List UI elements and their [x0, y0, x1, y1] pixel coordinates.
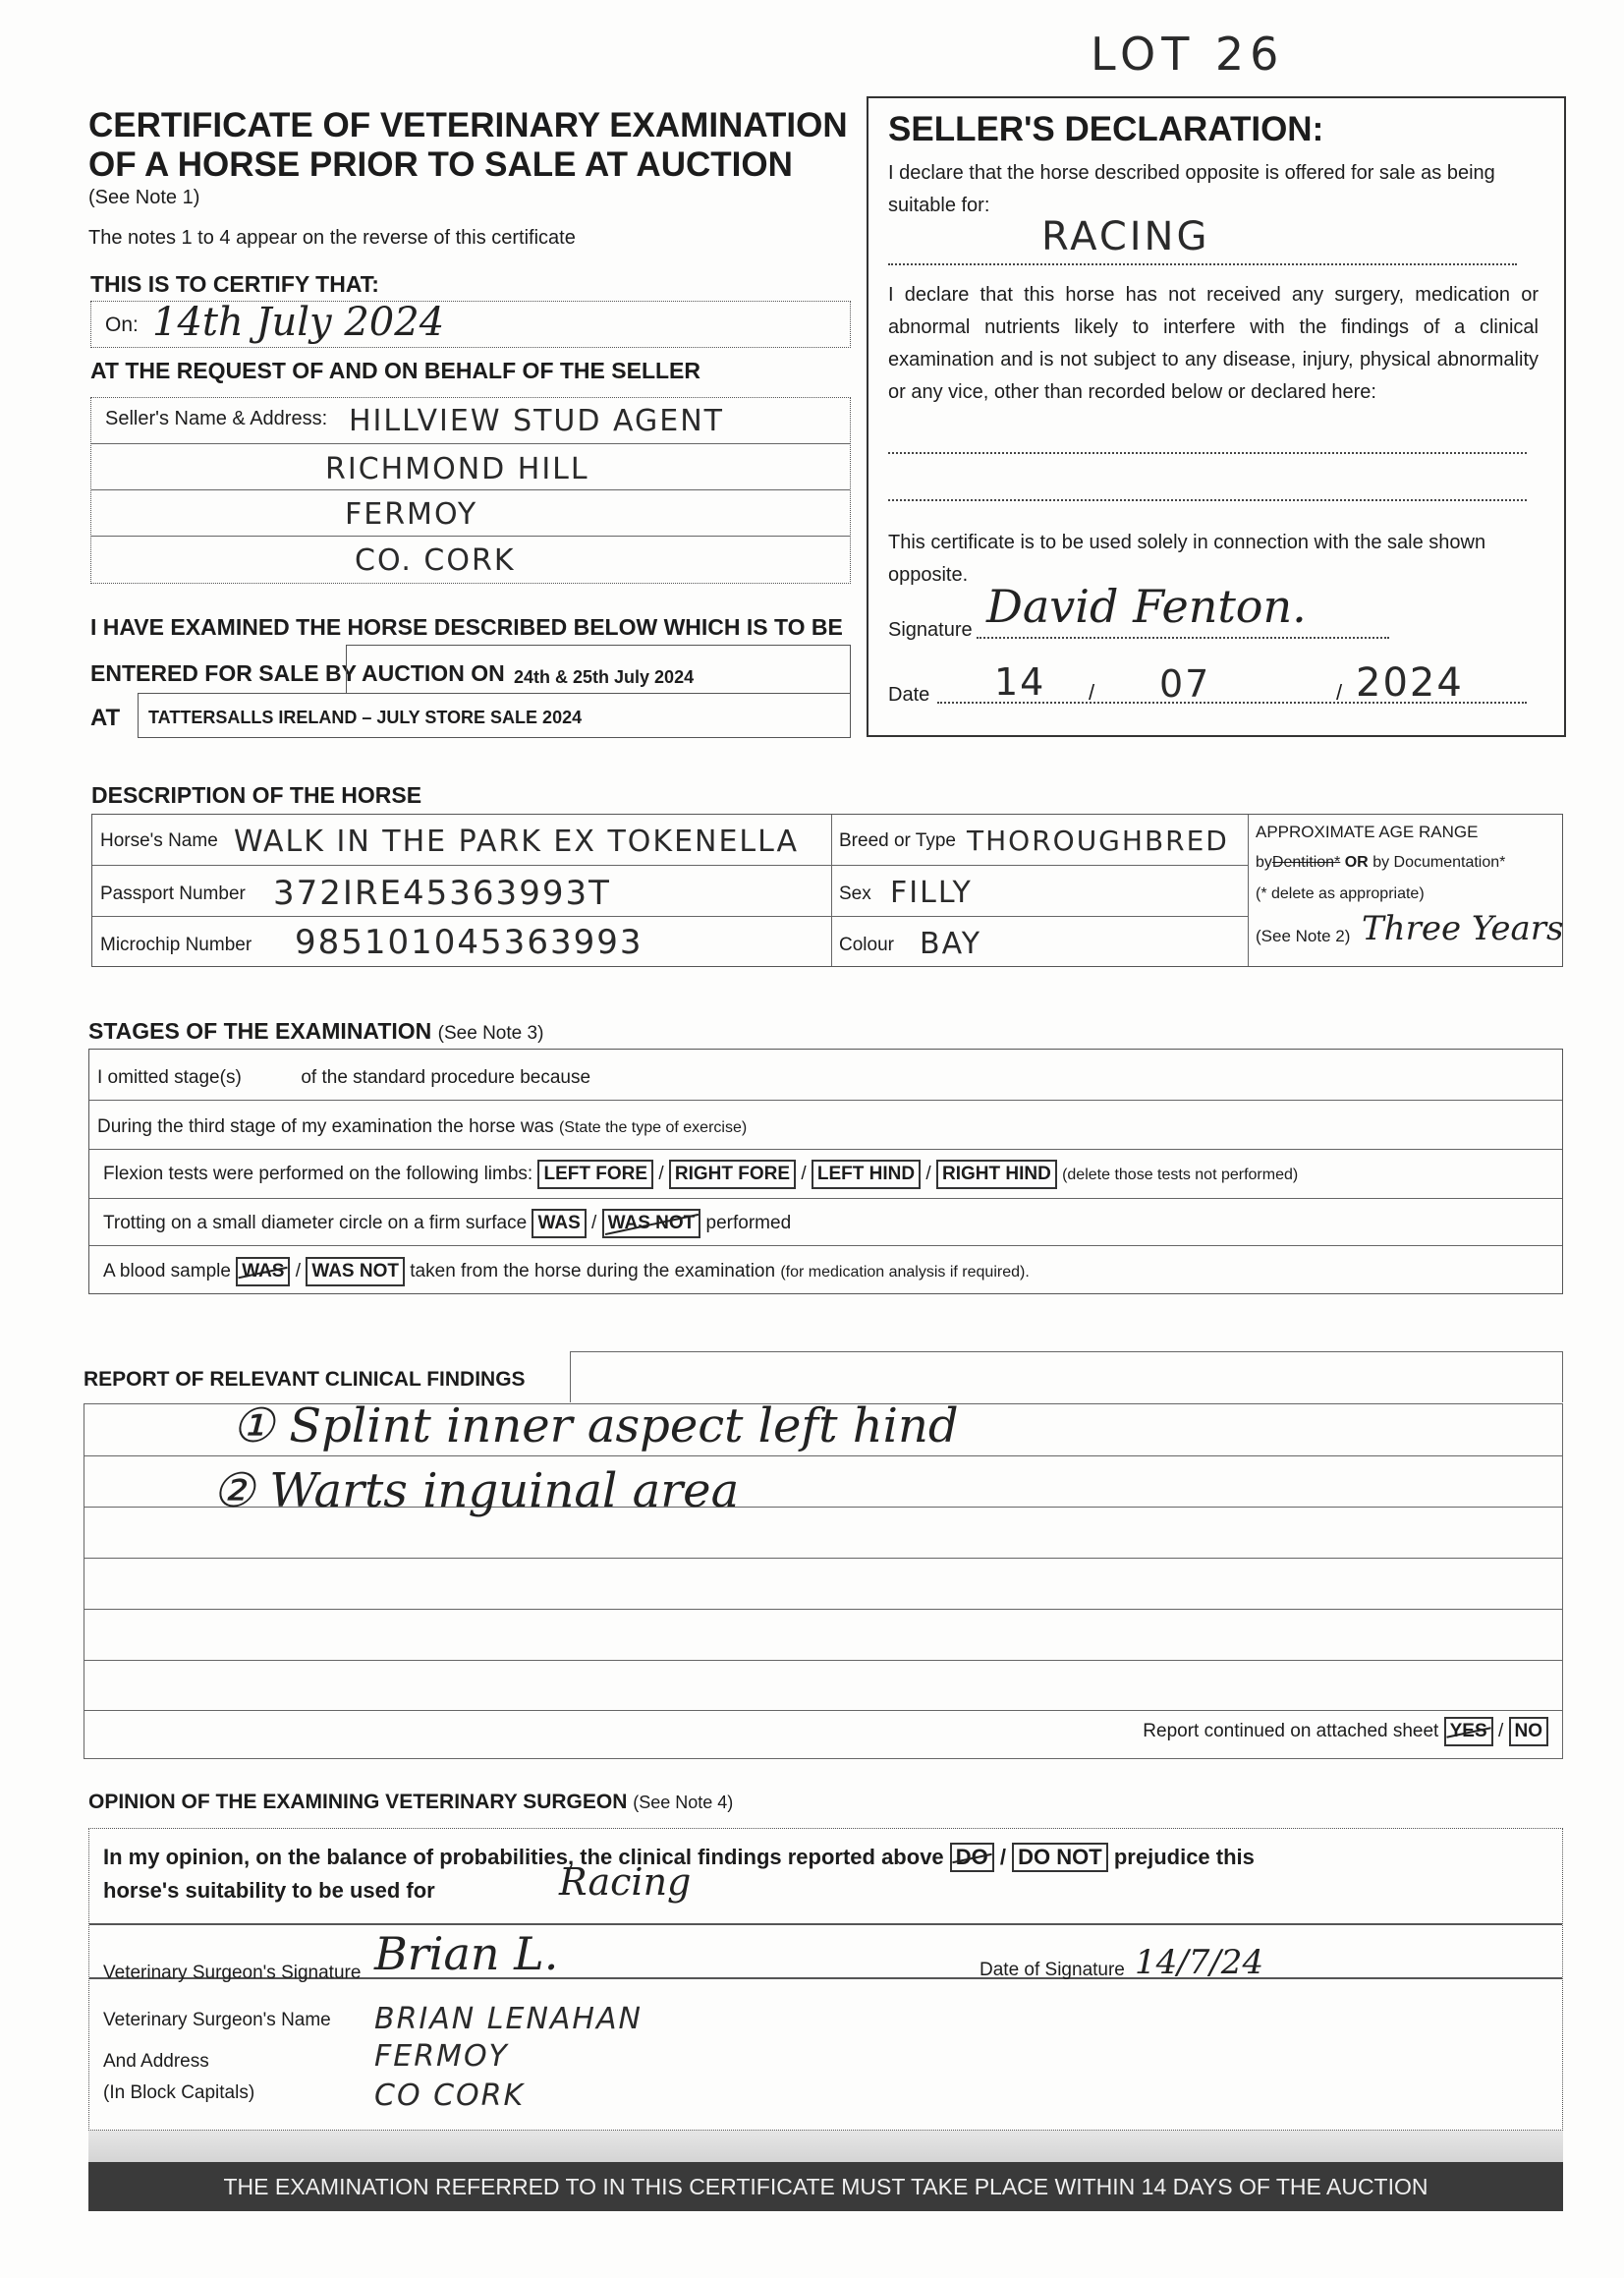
age-value[interactable]: Three Years: [1362, 909, 1564, 948]
declaration-blank-line[interactable]: [888, 452, 1527, 454]
opinion-heading: [88, 1791, 733, 1814]
horse-name-label: Horse's Name: [100, 830, 218, 851]
passport-label: Passport Number: [100, 883, 246, 904]
breed-value[interactable]: THOROUGHBRED: [967, 825, 1229, 857]
declaration-para-3: This certificate is to be used solely in connection with the sale shown opposite.: [888, 532, 1486, 586]
examined-line-2: ENTERED FOR SALE BY AUCTION ON: [90, 660, 505, 686]
date-year: 2024: [1356, 660, 1464, 706]
opinion-do-not-option[interactable]: DO NOT: [1012, 1843, 1108, 1872]
on-label: On:: [105, 313, 139, 336]
opinion-heading-text: OPINION OF THE EXAMINING VETERINARY SURGEON: [88, 1791, 628, 1813]
trotting-row: Trotting on a small diameter circle on a firm surface WAS / WAS NOT performed: [103, 1209, 791, 1238]
stages-see-note: (See Note 3): [437, 1023, 544, 1044]
blood-text: A blood sample: [103, 1261, 231, 1281]
date-label: Date: [888, 684, 930, 706]
seller-line: HILLVIEW STUD AGENT: [349, 404, 724, 438]
omitted-stage-row[interactable]: [97, 1067, 590, 1089]
see-note-1: (See Note 1): [88, 187, 200, 208]
limb-right-fore[interactable]: RIGHT FORE: [669, 1160, 796, 1189]
colour-value[interactable]: BAY: [920, 927, 982, 961]
vet-name-label: Veterinary Surgeon's Name: [103, 2010, 331, 2030]
findings-box[interactable]: [84, 1398, 1563, 1759]
certify-heading: THIS IS TO CERTIFY THAT:: [90, 271, 379, 297]
at-label: AT: [90, 705, 121, 731]
age-or: OR: [1344, 854, 1369, 871]
age-see-note: (See Note 2): [1256, 927, 1351, 945]
opinion-text-a: In my opinion, on the balance of probabilities, the clinical findings reported above: [103, 1845, 944, 1869]
passport-value[interactable]: 372IRE45363993T: [273, 874, 611, 913]
flexion-row: Flexion tests were performed on the following limbs: LEFT FORE / RIGHT FORE / LEFT HIND / RIGHT HIND (delete those tests not performed): [103, 1160, 1298, 1189]
limb-left-hind[interactable]: LEFT HIND: [812, 1160, 921, 1189]
title-line-1: CERTIFICATE OF VETERINARY EXAMINATION: [88, 106, 848, 144]
stages-table: [88, 1049, 1563, 1294]
date-of-signature-label: Date of Signature: [980, 1960, 1125, 1980]
declaration-blank-line[interactable]: [888, 499, 1527, 501]
blood-after-text: taken from the horse during the examination: [410, 1261, 776, 1281]
grey-band: [88, 2131, 1563, 2162]
findings-heading: REPORT OF RELEVANT CLINICAL FINDINGS: [84, 1368, 526, 1391]
findings-header-cell: [570, 1351, 1563, 1402]
declaration-para-2: I declare that this horse has not received any surgery, medication or abnormal nutrients likely to interfere with the findings of a clinical examination and is not subject to any disease, injury, physical abnormality or any vice, other than recorded below or declared here:: [888, 284, 1539, 403]
vet-signature[interactable]: Brian L.: [374, 1927, 559, 1980]
seller-address-box[interactable]: [90, 397, 851, 584]
title-line-2: OF A HORSE PRIOR TO SALE AT AUCTION: [88, 145, 793, 184]
finding-line: ② Warts inguinal area: [212, 1463, 740, 1518]
continued-yes-option-struck[interactable]: YES: [1444, 1717, 1493, 1746]
omitted-text-b: of the standard procedure because: [301, 1067, 591, 1088]
seller-line: CO. CORK: [355, 543, 516, 578]
auction-date-field[interactable]: [346, 645, 851, 694]
age-method[interactable]: [1256, 854, 1505, 872]
date-day: 14: [994, 660, 1046, 704]
vet-address-line[interactable]: CO CORK: [374, 2079, 526, 2113]
report-continued-text: Report continued on attached sheet: [1143, 1721, 1439, 1741]
vet-name-value[interactable]: BRIAN LENAHAN: [374, 2002, 643, 2036]
sex-label: Sex: [839, 883, 871, 904]
declaration-para-1: I declare that the horse described opposite is offered for sale as being suitable for:: [888, 162, 1495, 216]
opinion-see-note: (See Note 4): [633, 1793, 734, 1812]
third-stage-text: During the third stage of my examination the horse was: [97, 1116, 554, 1137]
blood-row: A blood sample WAS / WAS NOT taken from the horse during the examination (for medication analysis if required).: [103, 1257, 1030, 1286]
stages-heading-text: STAGES OF THE EXAMINATION: [88, 1018, 432, 1044]
opinion-box: [88, 1828, 1563, 2131]
seller-line: RICHMOND HILL: [325, 452, 589, 486]
microchip-value[interactable]: 985101045363993: [295, 923, 644, 962]
blood-was-option-struck[interactable]: WAS: [236, 1257, 290, 1286]
description-heading: DESCRIPTION OF THE HORSE: [91, 782, 422, 808]
omitted-text-a: I omitted stage(s): [97, 1067, 242, 1088]
trotting-was-option[interactable]: WAS: [532, 1209, 586, 1238]
suitable-for-value: RACING: [1041, 214, 1210, 259]
seller-label: Seller's Name & Address:: [105, 408, 328, 429]
age-by: by: [1256, 854, 1272, 871]
flexion-text: Flexion tests were performed on the following limbs:: [103, 1164, 533, 1184]
description-table: [91, 814, 1563, 967]
seller-declaration-title: SELLER'S DECLARATION:: [888, 110, 1324, 148]
opinion-used-for-value[interactable]: Racing: [559, 1860, 692, 1904]
continued-no-option[interactable]: NO: [1509, 1717, 1549, 1746]
opinion-text-c: horse's suitability to be used for: [103, 1878, 435, 1903]
microchip-label: Microchip Number: [100, 935, 252, 955]
age-delete-note: (* delete as appropriate): [1256, 885, 1425, 902]
age-heading: APPROXIMATE AGE RANGE: [1256, 823, 1479, 841]
seller-signature: David Fenton.: [986, 580, 1307, 633]
blood-was-not-option[interactable]: WAS NOT: [306, 1257, 405, 1286]
opinion-text-row: In my opinion, on the balance of probabilities, the clinical findings reported above DO / DO NOT prejudice this: [103, 1843, 1255, 1872]
seller-declaration-box: SELLER'S DECLARATION: I declare that the horse described opposite is offered for sale as being suitable for: RACING I declare that this horse has not received any surgery, medication or abnormal nutrients likely to interfere with the findings of a clinical examination and is not subject to any disease, injury, physical abnormality or any vice, other than recorded below or declared here: This certificate is to be used solely in connection with the sale shown opposite. Signature David Fenton. Date 14 / 07 / 2024: [867, 96, 1566, 737]
on-date-value: 14th July 2024: [152, 300, 445, 345]
block-capitals-label: (In Block Capitals): [103, 2082, 255, 2103]
colour-label: Colour: [839, 935, 894, 955]
date-month: 07: [1159, 662, 1211, 706]
lot-number-note: LOT 26: [1091, 28, 1285, 81]
vet-address-line[interactable]: FERMOY: [374, 2039, 509, 2074]
finding-line: ① Splint inner aspect left hind: [232, 1398, 959, 1453]
third-stage-row[interactable]: [97, 1116, 747, 1138]
age-dentition-struck: Dentition*: [1271, 854, 1341, 871]
address-label: And Address: [103, 2051, 209, 2072]
signature-label: Signature: [888, 619, 973, 641]
request-line: AT THE REQUEST OF AND ON BEHALF OF THE SELLER: [90, 358, 700, 383]
trotting-performed: performed: [705, 1213, 792, 1233]
sale-name-field[interactable]: [138, 693, 851, 738]
date-of-signature-value[interactable]: 14/7/24: [1135, 1943, 1264, 1982]
examined-line-1: I HAVE EXAMINED THE HORSE DESCRIBED BELOW WHICH IS TO BE: [90, 614, 843, 640]
certificate-title: [88, 106, 848, 185]
breed-label: Breed or Type: [839, 830, 957, 851]
trotting-text: Trotting on a small diameter circle on a firm surface: [103, 1213, 528, 1233]
seller-line: FERMOY: [345, 497, 478, 532]
horse-name-value[interactable]: WALK IN THE PARK EX TOKENELLA: [234, 825, 800, 859]
flexion-note: (delete those tests not performed): [1062, 1167, 1299, 1183]
on-date-field[interactable]: [90, 301, 851, 348]
limb-right-hind[interactable]: RIGHT HIND: [936, 1160, 1057, 1189]
notes-text: The notes 1 to 4 appear on the reverse of this certificate: [88, 227, 576, 249]
signature-line[interactable]: [977, 637, 1389, 639]
report-continued-row: Report continued on attached sheet YES / NO: [1143, 1717, 1548, 1746]
sale-name-value: TATTERSALLS IRELAND – JULY STORE SALE 2024: [148, 708, 583, 727]
opinion-do-option-struck[interactable]: DO: [950, 1843, 994, 1872]
auction-date-value: 24th & 25th July 2024: [514, 667, 695, 687]
age-documentation: by Documentation*: [1372, 854, 1506, 871]
blood-note: (for medication analysis if required).: [780, 1264, 1030, 1281]
limb-left-fore[interactable]: LEFT FORE: [537, 1160, 653, 1189]
sex-value[interactable]: FILLY: [890, 876, 973, 910]
opinion-text-b: prejudice this: [1113, 1845, 1255, 1869]
stages-heading: [88, 1018, 543, 1045]
trotting-was-not-option-struck[interactable]: WAS NOT: [602, 1209, 701, 1238]
vet-signature-label: Veterinary Surgeon's Signature: [103, 1963, 362, 1983]
third-stage-note: (State the type of exercise): [558, 1119, 748, 1136]
footer-banner: THE EXAMINATION REFERRED TO IN THIS CERTIFICATE MUST TAKE PLACE WITHIN 14 DAYS OF THE AUCTION: [88, 2162, 1563, 2211]
